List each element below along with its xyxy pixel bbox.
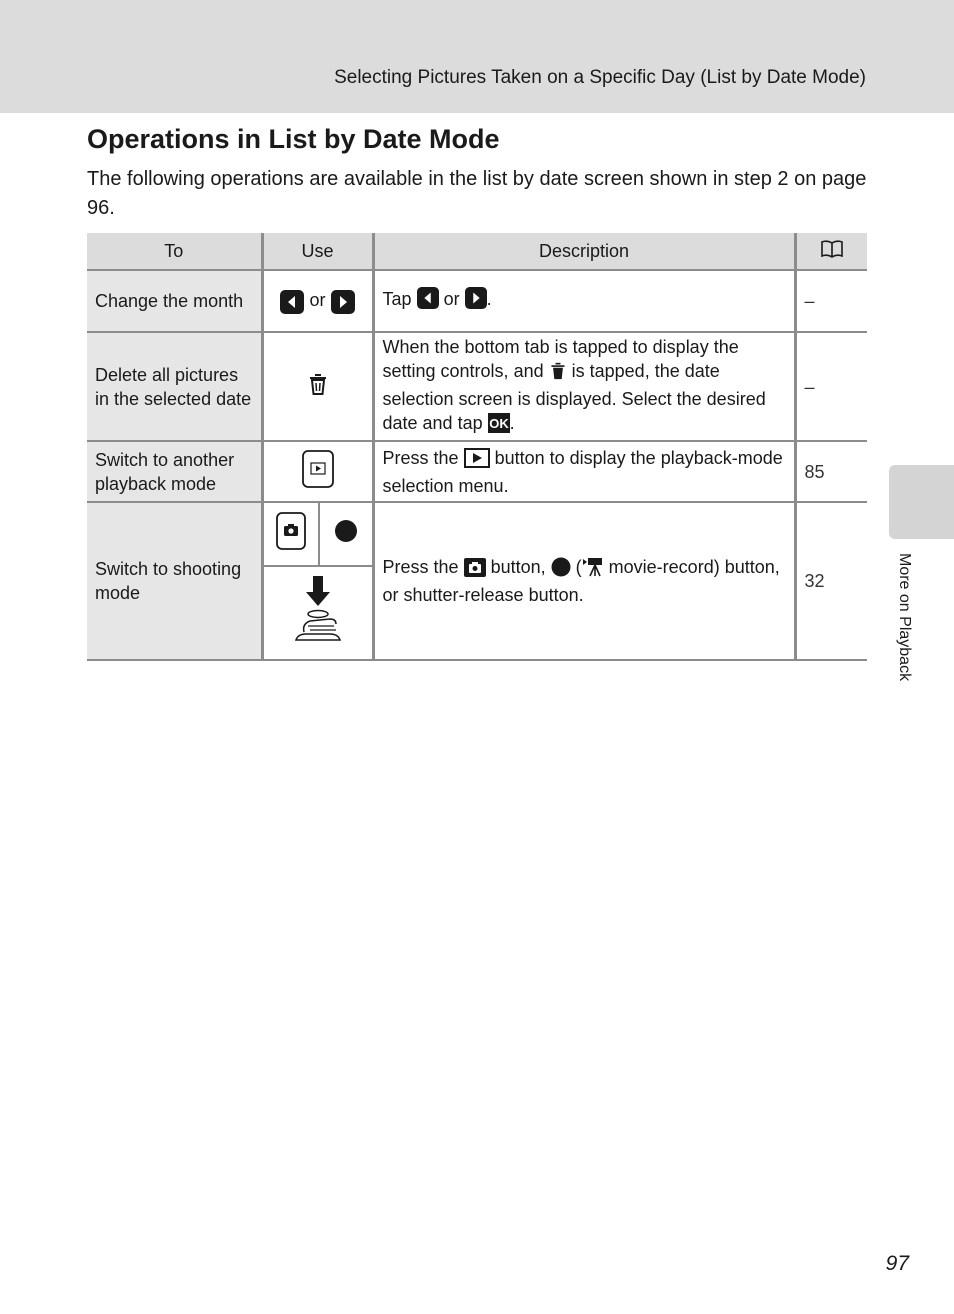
column-header-reference (795, 233, 867, 270)
table-row (87, 270, 867, 332)
ok-button-icon (488, 413, 510, 439)
book-icon (820, 239, 844, 265)
header-band (0, 0, 954, 113)
description-text: ( (575, 557, 582, 577)
row-reference: – (795, 270, 867, 332)
playback-button-icon (301, 449, 335, 495)
running-header: Selecting Pictures Taken on a Specific Day (List by Date Mode) (334, 67, 866, 88)
row-description (373, 441, 795, 502)
row-description (373, 502, 795, 660)
use-joiner: or (309, 290, 326, 311)
page-number: 97 (885, 1252, 909, 1275)
table-header-row (87, 233, 867, 270)
play-icon (464, 448, 490, 474)
left-arrow-button-icon (417, 287, 439, 315)
description-text: Tap (382, 289, 412, 309)
row-reference: 32 (795, 502, 867, 660)
left-arrow-button-icon (280, 290, 304, 314)
description-text: When the bottom tab is tapped to display the setting controls, and (382, 336, 739, 381)
column-header-use: Use (262, 233, 373, 270)
svg-text:OK: OK (488, 415, 509, 431)
description-text: is tapped, the date selection screen is displayed. Select the desired date and tap (382, 360, 766, 433)
description-text: or (443, 289, 460, 309)
intro-paragraph: The following operations are available in the list by date screen shown in step 2 on page 96. (87, 168, 867, 219)
side-tab-label: More on Playback (896, 553, 913, 682)
row-description (373, 332, 795, 441)
description-text: Press the (382, 447, 459, 468)
row-action: Switch to another playback mode (87, 441, 262, 502)
description-text: button, (490, 557, 546, 577)
operations-table (87, 233, 867, 661)
section-title: Operations in List by Date Mode (87, 124, 500, 154)
movie-camera-icon (582, 557, 604, 583)
row-reference: 85 (795, 441, 867, 502)
row-action: Switch to shooting mode (87, 502, 262, 660)
description-text: . (509, 412, 515, 433)
row-use (262, 332, 373, 441)
description-text: Press the (382, 557, 459, 577)
record-dot-icon (551, 557, 571, 583)
row-action: Delete all pictures in the selected date (87, 332, 262, 441)
movie-record-button-icon (334, 519, 358, 549)
column-header-to: To (87, 233, 262, 270)
shooting-mode-button-icon (275, 511, 307, 557)
shutter-release-press-icon (290, 574, 346, 652)
camera-icon (464, 558, 486, 583)
table-row (87, 502, 867, 660)
trash-icon (549, 361, 567, 387)
row-description (373, 270, 795, 332)
section-side-tab (889, 465, 954, 539)
right-arrow-button-icon (465, 287, 487, 315)
table-row (87, 332, 867, 441)
right-arrow-button-icon (331, 290, 355, 314)
description-text: movie-record) button, or shutter-release button. (382, 557, 780, 605)
row-reference: – (795, 332, 867, 441)
row-use (262, 502, 373, 660)
description-text: . (486, 289, 492, 309)
column-header-description: Description (373, 233, 795, 270)
table-row (87, 441, 867, 502)
trash-icon (307, 372, 329, 402)
row-use (262, 270, 373, 332)
description-text: button to display the playback-mode selection menu. (382, 447, 783, 496)
row-use (262, 441, 373, 502)
row-action: Change the month (87, 270, 262, 332)
